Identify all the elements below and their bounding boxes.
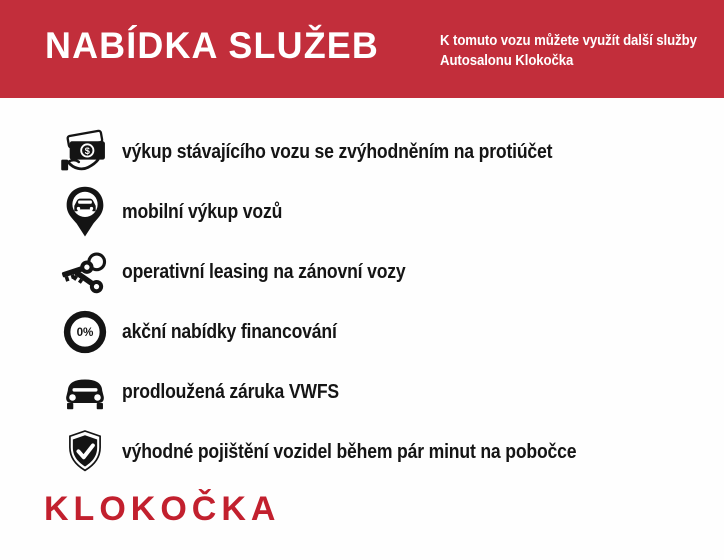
page-title: NABÍDKA SLUŽEB [45,25,379,66]
car-icon [58,365,112,419]
zero-percent-label: 0% [76,326,94,340]
service-label: operativní leasing na zánovní vozy [122,260,406,283]
shield-check-icon [58,425,112,479]
money-hand-icon [58,125,112,179]
service-label: prodloužená záruka VWFS [122,380,339,403]
header-banner [0,0,724,98]
list-item [58,302,698,362]
service-label: výhodné pojištění vozidel během pár minut na pobočce [122,440,577,463]
list-item [58,122,698,182]
map-pin-car-icon [58,185,112,239]
services-list [58,122,698,482]
car-keys-icon [58,245,112,299]
svg-text:$: $ [84,145,90,156]
service-label: výkup stávajícího vozu se zvýhodněním na protiúčet [122,140,553,163]
header-note-line2: Autosalonu Klokočka [440,52,574,69]
service-label: mobilní výkup vozů [122,200,283,223]
list-item [58,422,698,482]
header-note [440,31,697,71]
header-note-line1: K tomuto vozu můžete využít další služby [440,32,697,49]
list-item [58,242,698,302]
service-label: akční nabídky financování [122,320,337,343]
klokocka-logo: KLOKOČKA [44,490,281,528]
zero-percent-icon [58,305,112,359]
list-item [58,362,698,422]
list-item [58,182,698,242]
